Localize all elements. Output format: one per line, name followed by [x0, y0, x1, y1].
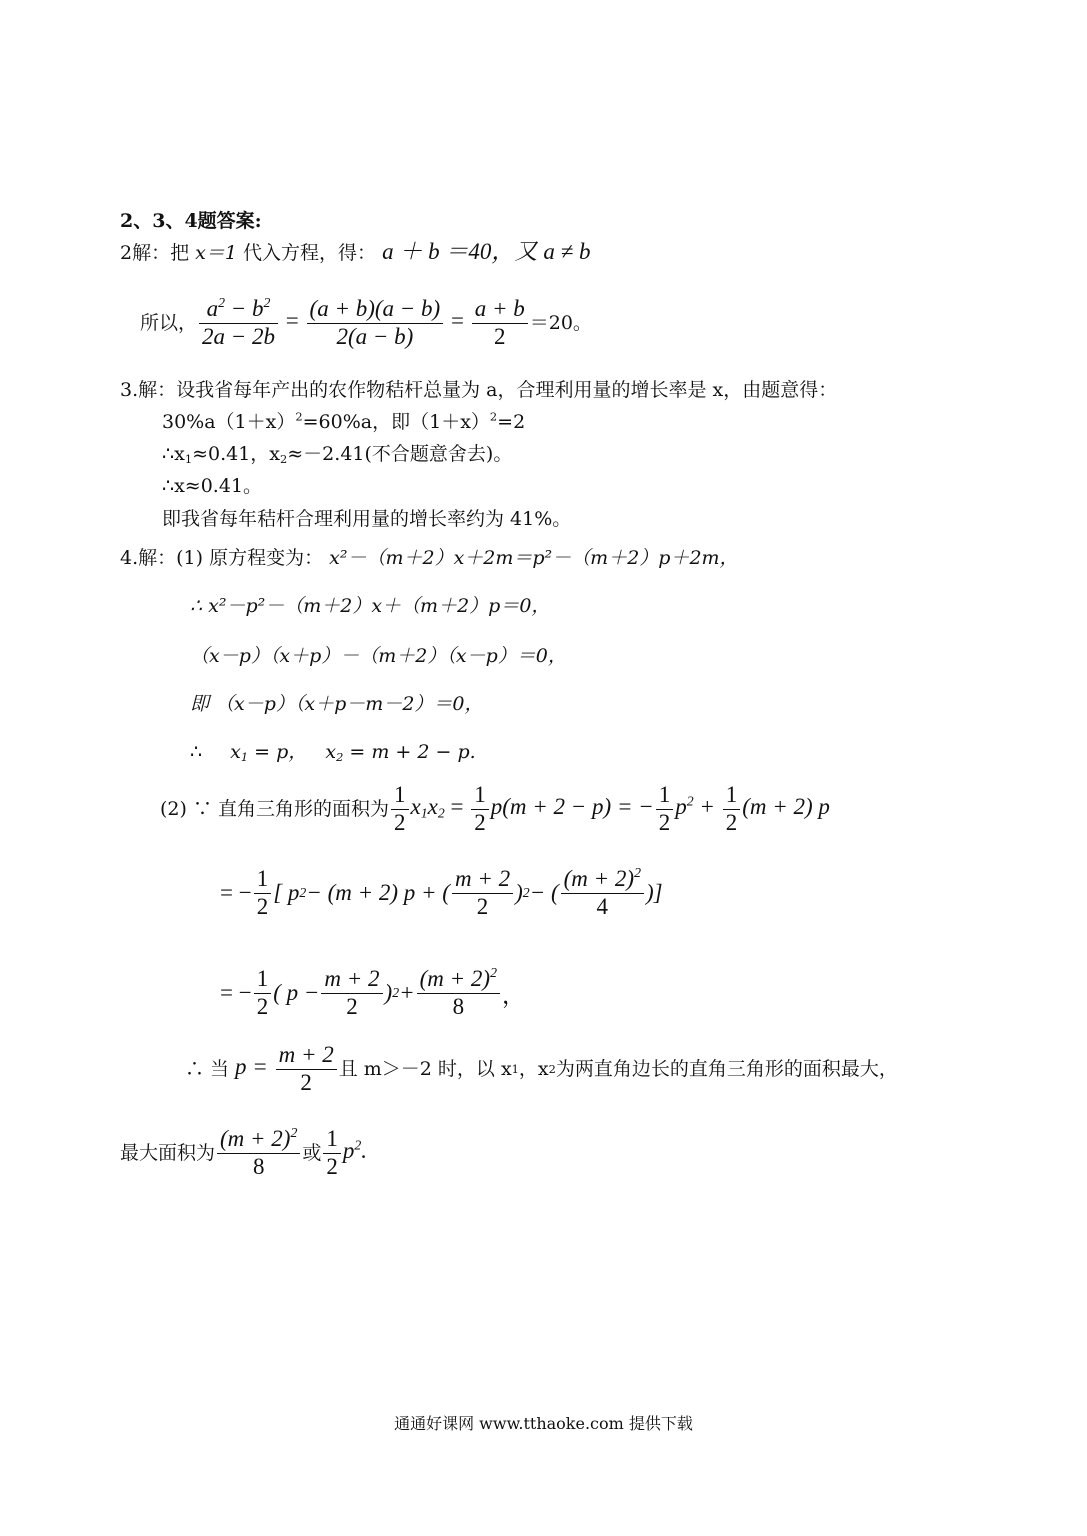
q4-vertex-form: = − $\frac{1}{2}$ ( p − $\frac{m + 2}{2}$ ) 2 + $\frac{(m + 2)^2}{8}$ ， [220, 965, 525, 1019]
q4-part2-label: (2) ∵ 直角三角形的面积为 [160, 798, 389, 820]
q2-substitution: x＝1 [195, 242, 237, 264]
q2-so: 所以， [140, 312, 198, 334]
q4-step4: 即 （x－p）（x＋p－m－2）＝0， [190, 693, 484, 715]
q4-complete-square: = − $\frac{1}{2}$ [ p 2 − (m + 2) p + ( $\frac{m + 2}{2}$ ) 2 − ( $\frac{(m + 2)^2}{4}$ )] [220, 865, 663, 919]
q4-conclusion: ∴ 当 p = $\frac{m + 2}{2}$ 且 m＞－2 时，以 x 1 ，x 2 为两直角边长的直角三角形的面积最大， [185, 1042, 898, 1095]
q4-step2: ∴ x²－p²－（m＋2）x＋（m＋2）p＝0， [190, 595, 551, 617]
q2-derivation [140, 288, 592, 358]
q3-line5: 即我省每年秸杆合理利用量的增长率约为 41%。 [162, 508, 572, 530]
q2-into: 代入方程，得： [243, 242, 377, 264]
page-footer: 通通好课网 www.tthaoke.com 提供下载 [394, 1414, 693, 1433]
q3-line1: 3.解：设我省每年产出的农作物秸杆总量为 a，合理利用量的增长率是 x，由题意得： [120, 379, 838, 401]
q2-not-equal: a ≠ b [543, 239, 591, 264]
q4-max-area: 最大面积为 $\frac{(m + 2)^2}{8}$ 或 $\frac{1}{2}$ $p^2$. [120, 1125, 368, 1179]
q4-step5: ∴ $x_1 = p$， $x_2 = m + 2 - p$. [190, 741, 476, 764]
q4-part2 [160, 776, 830, 842]
q4-step3: （x－p）（x＋p）－（m＋2）（x－p）＝0， [190, 645, 567, 667]
q2-result: ＝20。 [529, 312, 592, 334]
section-heading: 2、3、4题答案: [120, 210, 262, 232]
q3-line4: ∴x≈0.41。 [162, 475, 263, 497]
q2-intro: 2解：把 [120, 242, 190, 264]
q4-step1: x²－（m＋2）x＋2m＝p²－（m＋2）p＋2m， [329, 547, 739, 569]
q2-sum-equation: a ＋ b ＝40，又 [382, 239, 538, 264]
q4-part1-label: 4.解：(1) 原方程变为： [120, 547, 324, 569]
q4-part1 [120, 546, 739, 570]
q3-line2: $30\%a(1+x)^2=60\%a$，即$(1+x)^2=2$ [162, 409, 526, 433]
q3-line3: $\therefore x_1\approx 0.41$，$x_2\approx-2.41$(不合题意舍去)。 [162, 443, 513, 466]
q2-line1 [120, 240, 590, 265]
q2-formula: $\frac{a^2 - b^2}{2a - 2b}$ = $\frac{(a + b)(a - b)}{2(a - b)}$ = $\frac{a + b}{2}$ [197, 296, 530, 350]
q4-area-formula: $\frac{1}{2}$ $x_1x_2$ = $\frac{1}{2}$ p(m + 2 − p) = − $\frac{1}{2}$ $p^2$ + $\frac{1}{2}$ (m + 2) p [389, 782, 830, 836]
